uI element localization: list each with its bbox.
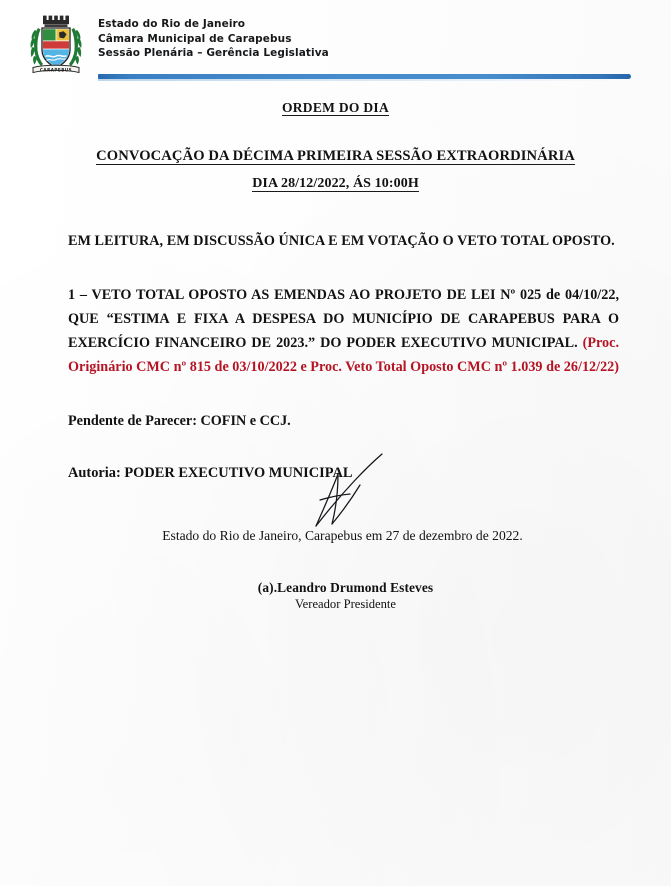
pending-opinion-line: Pendente de Parecer: COFIN e CCJ. bbox=[68, 413, 291, 429]
page-title bbox=[0, 100, 671, 116]
header-line-chamber: Câmara Municipal de Carapebus bbox=[98, 32, 292, 45]
header-line-department: Sessão Plenária – Gerência Legislativa bbox=[98, 47, 329, 60]
session-date-text: DIA 28/12/2022, ÁS 10:00H bbox=[252, 176, 419, 191]
header-agency-lines bbox=[98, 17, 329, 61]
signatory-name: (a).Leandro Drumond Esteves bbox=[257, 580, 434, 595]
convocation-title-text: CONVOCAÇÃO DA DÉCIMA PRIMEIRA SESSÃO EXTRAORDINÁRIA bbox=[96, 148, 575, 164]
convocation-title bbox=[0, 148, 671, 165]
signature-block bbox=[0, 580, 671, 612]
header-line-state: Estado do Rio de Janeiro bbox=[98, 18, 246, 30]
document-body bbox=[0, 92, 671, 612]
coat-of-arms-icon bbox=[28, 14, 84, 76]
lead-paragraph: EM LEITURA, EM DISCUSSÃO ÚNICA E EM VOTAÇÃO O VETO TOTAL OPOSTO. bbox=[68, 233, 615, 249]
session-date-line bbox=[0, 176, 671, 192]
svg-text:CARAPEBUS: CARAPEBUS bbox=[39, 67, 73, 73]
agenda-item-1 bbox=[68, 283, 619, 379]
header-divider-rule bbox=[98, 74, 631, 79]
agenda-item-1-process-reference: (Proc. Originário CMC nº 815 de 03/10/2022 e Proc. Veto Total Oposto CMC nº 1.039 de 26/12/22) bbox=[68, 335, 619, 375]
place-and-date-line: Estado do Rio de Janeiro, Carapebus em 27 de dezembro de 2022. bbox=[162, 528, 523, 543]
authorship-line: Autoria: PODER EXECUTIVO MUNICIPAL bbox=[68, 465, 353, 481]
page-title-text: ORDEM DO DIA bbox=[281, 100, 390, 115]
agenda-item-1-main-text: 1 – VETO TOTAL OPOSTO AS EMENDAS AO PROJETO DE LEI Nº 025 de 04/10/22, QUE “ESTIMA E FIXA A DESPESA DO MUNICÍPIO DE CARAPEBUS PARA O EXERCÍCIO FINANCEIRO DE 2023.” DO PODER EXECUTIVO MUNICIPAL. bbox=[68, 287, 619, 351]
signatory-role: Vereador Presidente bbox=[294, 597, 397, 611]
document-header bbox=[0, 12, 671, 82]
